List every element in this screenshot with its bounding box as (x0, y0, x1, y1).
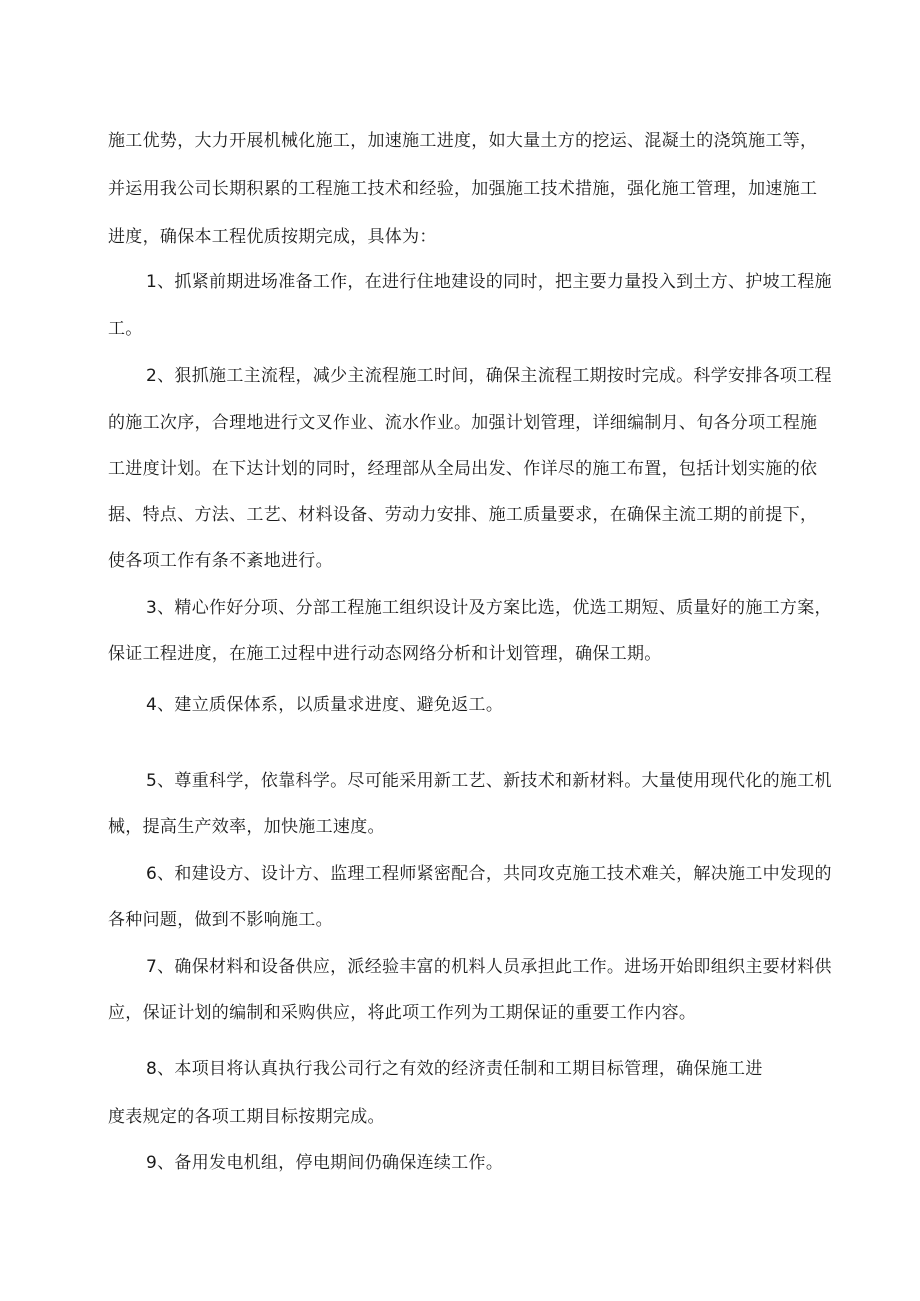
item-1-line-2: 工。 (108, 319, 143, 339)
item-2-line-2: 的施工次序，合理地进行文叉作业、流水作业。加强计划管理，详细编制月、旬各分项工程施 (108, 413, 818, 433)
intro-line-1: 施工优势，大力开展机械化施工，加速施工进度，如大量土方的挖运、混凝土的浇筑施工等， (108, 131, 818, 151)
item-5-line-1: 5、尊重科学，依靠科学。尽可能采用新工艺、新技术和新材料。大量使用现代化的施工机 (146, 771, 832, 791)
item-3-line-2: 保证工程进度，在施工过程中进行动态网络分析和计划管理，确保工期。 (108, 644, 662, 664)
item-7-line-1: 7、确保材料和设备供应，派经验丰富的机料人员承担此工作。进场开始即组织主要材料供 (146, 957, 832, 977)
intro-line-3: 进度，确保本工程优质按期完成，具体为： (108, 227, 437, 247)
item-8-line-2: 度表规定的各项工期目标按期完成。 (108, 1107, 385, 1127)
item-2-line-4: 据、特点、方法、工艺、材料设备、劳动力安排、施工质量要求，在确保主流工期的前提下， (108, 505, 818, 525)
item-3-line-1: 3、精心作好分项、分部工程施工组织设计及方案比选，优选工期短、质量好的施工方案， (146, 598, 832, 618)
item-2-line-5: 使各项工作有条不紊地进行。 (108, 551, 333, 571)
item-6-line-2: 各种问题，做到不影响施工。 (108, 910, 333, 930)
item-4-line-1: 4、建立质保体系，以质量求进度、避免返工。 (146, 695, 504, 715)
intro-line-2: 并运用我公司长期积累的工程施工技术和经验，加强施工技术措施，强化施工管理，加速施工 (108, 179, 818, 199)
item-6-line-1: 6、和建设方、设计方、监理工程师紧密配合，共同攻克施工技术难关，解决施工中发现的 (146, 864, 832, 884)
item-5-line-2: 械，提高生产效率，加快施工速度。 (108, 817, 385, 837)
item-2-line-3: 工进度计划。在下达计划的同时，经理部从全局出发、作详尽的施工布置，包括计划实施的依 (108, 459, 818, 479)
item-7-line-2: 应，保证计划的编制和采购供应，将此项工作列为工期保证的重要工作内容。 (108, 1003, 697, 1023)
item-8-line-1: 8、本项目将认真执行我公司行之有效的经济责任制和工期目标管理，确保施工进 (146, 1059, 763, 1079)
item-2-line-1: 2、狠抓施工主流程，减少主流程施工时间，确保主流程工期按时完成。科学安排各项工程 (146, 366, 832, 386)
item-1-line-1: 1、抓紧前期进场准备工作，在进行住地建设的同时，把主要力量投入到土方、护坡工程施 (146, 272, 832, 292)
item-9-line-1: 9、备用发电机组，停电期间仍确保连续工作。 (146, 1153, 504, 1173)
